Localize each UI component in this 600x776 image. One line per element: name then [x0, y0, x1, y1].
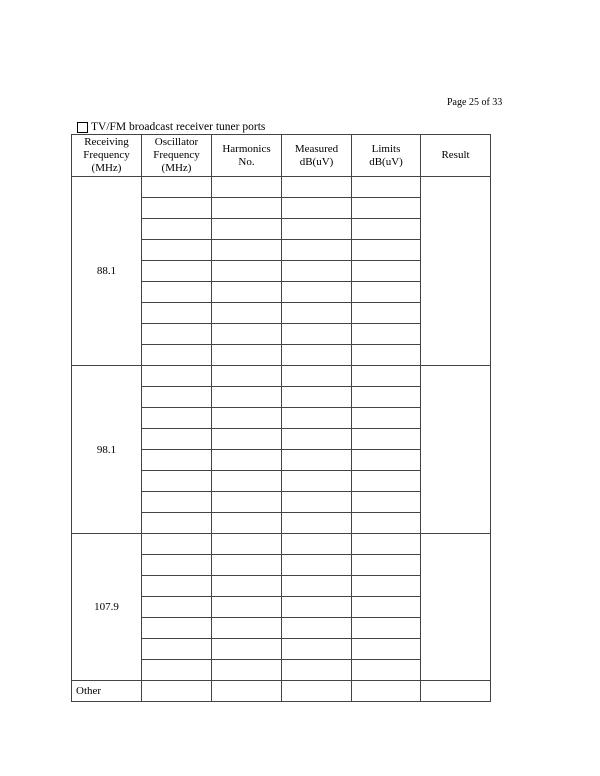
- harmonics-cell[interactable]: [212, 366, 282, 387]
- result-cell[interactable]: [421, 366, 491, 534]
- limits-cell[interactable]: [352, 261, 421, 282]
- limits-cell[interactable]: [352, 198, 421, 219]
- measured-cell[interactable]: [282, 366, 352, 387]
- limits-cell[interactable]: [352, 576, 421, 597]
- result-cell[interactable]: [421, 177, 491, 366]
- measured-cell[interactable]: [282, 660, 352, 681]
- limits-cell[interactable]: [352, 387, 421, 408]
- limits-cell[interactable]: [352, 597, 421, 618]
- table-row: [72, 177, 491, 198]
- limits-cell[interactable]: [352, 492, 421, 513]
- harmonics-cell[interactable]: [212, 471, 282, 492]
- oscillator-frequency-cell[interactable]: [142, 366, 212, 387]
- measured-cell[interactable]: [282, 387, 352, 408]
- page-number: Page 25 of 33: [447, 97, 503, 108]
- limits-cell[interactable]: [352, 681, 421, 702]
- receiving-frequency-cell: 107.9: [72, 534, 142, 681]
- oscillator-frequency-cell[interactable]: [142, 450, 212, 471]
- header-harmonics-no: Harmonics No.: [212, 135, 282, 177]
- harmonics-cell[interactable]: [212, 324, 282, 345]
- measured-cell[interactable]: [282, 576, 352, 597]
- harmonics-cell[interactable]: [212, 408, 282, 429]
- harmonics-cell[interactable]: [212, 429, 282, 450]
- limits-cell[interactable]: [352, 282, 421, 303]
- result-cell[interactable]: [421, 681, 491, 702]
- limits-cell[interactable]: [352, 555, 421, 576]
- limits-cell[interactable]: [352, 345, 421, 366]
- measured-cell[interactable]: [282, 450, 352, 471]
- measured-cell[interactable]: [282, 282, 352, 303]
- harmonics-cell[interactable]: [212, 534, 282, 555]
- measured-cell[interactable]: [282, 408, 352, 429]
- measured-cell[interactable]: [282, 240, 352, 261]
- limits-cell[interactable]: [352, 639, 421, 660]
- harmonics-cell[interactable]: [212, 681, 282, 702]
- oscillator-frequency-cell[interactable]: [142, 387, 212, 408]
- harmonics-cell[interactable]: [212, 261, 282, 282]
- table-row: [72, 366, 491, 387]
- oscillator-frequency-cell[interactable]: [142, 513, 212, 534]
- measured-cell[interactable]: [282, 681, 352, 702]
- measured-cell[interactable]: [282, 345, 352, 366]
- oscillator-frequency-cell[interactable]: [142, 618, 212, 639]
- limits-cell[interactable]: [352, 513, 421, 534]
- limits-cell[interactable]: [352, 303, 421, 324]
- receiving-frequency-cell: 88.1: [72, 177, 142, 366]
- oscillator-frequency-cell[interactable]: [142, 408, 212, 429]
- oscillator-frequency-cell[interactable]: [142, 492, 212, 513]
- limits-cell[interactable]: [352, 366, 421, 387]
- harmonics-cell[interactable]: [212, 282, 282, 303]
- oscillator-frequency-cell[interactable]: [142, 429, 212, 450]
- harmonics-cell[interactable]: [212, 345, 282, 366]
- harmonics-cell[interactable]: [212, 387, 282, 408]
- tuner-ports-checkbox[interactable]: [77, 122, 88, 133]
- oscillator-frequency-cell[interactable]: [142, 534, 212, 555]
- oscillator-frequency-cell[interactable]: [142, 240, 212, 261]
- table-row: [72, 534, 491, 555]
- harmonics-cell[interactable]: [212, 450, 282, 471]
- results-table: [71, 134, 491, 702]
- measured-cell[interactable]: [282, 555, 352, 576]
- oscillator-frequency-cell[interactable]: [142, 660, 212, 681]
- measured-cell[interactable]: [282, 534, 352, 555]
- harmonics-cell[interactable]: [212, 555, 282, 576]
- limits-cell[interactable]: [352, 219, 421, 240]
- measured-cell[interactable]: [282, 324, 352, 345]
- header-limits: Limits dB(uV): [352, 135, 421, 177]
- measured-cell[interactable]: [282, 597, 352, 618]
- harmonics-cell[interactable]: [212, 513, 282, 534]
- measured-cell[interactable]: [282, 471, 352, 492]
- oscillator-frequency-cell[interactable]: [142, 345, 212, 366]
- limits-cell[interactable]: [352, 534, 421, 555]
- measured-cell[interactable]: [282, 303, 352, 324]
- limits-cell[interactable]: [352, 429, 421, 450]
- receiving-frequency-cell: 98.1: [72, 366, 142, 534]
- result-cell[interactable]: [421, 534, 491, 681]
- limits-cell[interactable]: [352, 660, 421, 681]
- oscillator-frequency-cell[interactable]: [142, 177, 212, 198]
- harmonics-cell[interactable]: [212, 303, 282, 324]
- limits-cell[interactable]: [352, 450, 421, 471]
- limits-cell[interactable]: [352, 618, 421, 639]
- oscillator-frequency-cell[interactable]: [142, 555, 212, 576]
- oscillator-frequency-cell[interactable]: [142, 597, 212, 618]
- limits-cell[interactable]: [352, 240, 421, 261]
- harmonics-cell[interactable]: [212, 597, 282, 618]
- tuner-ports-label: TV/FM broadcast receiver tuner ports: [91, 121, 266, 133]
- harmonics-cell[interactable]: [212, 660, 282, 681]
- harmonics-cell[interactable]: [212, 240, 282, 261]
- measured-cell[interactable]: [282, 177, 352, 198]
- harmonics-cell[interactable]: [212, 576, 282, 597]
- measured-cell[interactable]: [282, 429, 352, 450]
- oscillator-frequency-cell[interactable]: [142, 261, 212, 282]
- oscillator-frequency-cell[interactable]: [142, 639, 212, 660]
- measured-cell[interactable]: [282, 492, 352, 513]
- header-result: Result: [421, 135, 491, 177]
- table-body: [72, 177, 491, 702]
- harmonics-cell[interactable]: [212, 492, 282, 513]
- measured-cell[interactable]: [282, 513, 352, 534]
- oscillator-frequency-cell[interactable]: [142, 471, 212, 492]
- oscillator-frequency-cell[interactable]: [142, 681, 212, 702]
- limits-cell[interactable]: [352, 408, 421, 429]
- oscillator-frequency-cell[interactable]: [142, 303, 212, 324]
- harmonics-cell[interactable]: [212, 639, 282, 660]
- measured-cell[interactable]: [282, 261, 352, 282]
- measured-cell[interactable]: [282, 639, 352, 660]
- oscillator-frequency-cell[interactable]: [142, 198, 212, 219]
- harmonics-cell[interactable]: [212, 177, 282, 198]
- limits-cell[interactable]: [352, 177, 421, 198]
- oscillator-frequency-cell[interactable]: [142, 282, 212, 303]
- harmonics-cell[interactable]: [212, 219, 282, 240]
- header-oscillator-frequency: Oscillator Frequency (MHz): [142, 135, 212, 177]
- header-row: [72, 135, 491, 177]
- tuner-ports-checkbox-row[interactable]: [77, 121, 265, 133]
- measured-cell[interactable]: [282, 219, 352, 240]
- other-label-cell: Other: [72, 681, 142, 702]
- measured-cell[interactable]: [282, 618, 352, 639]
- header-measured: Measured dB(uV): [282, 135, 352, 177]
- oscillator-frequency-cell[interactable]: [142, 219, 212, 240]
- oscillator-frequency-cell[interactable]: [142, 324, 212, 345]
- other-row: [72, 681, 491, 702]
- harmonics-cell[interactable]: [212, 618, 282, 639]
- harmonics-cell[interactable]: [212, 198, 282, 219]
- header-receiving-frequency: Receiving Frequency (MHz): [72, 135, 142, 177]
- measured-cell[interactable]: [282, 198, 352, 219]
- limits-cell[interactable]: [352, 471, 421, 492]
- oscillator-frequency-cell[interactable]: [142, 576, 212, 597]
- limits-cell[interactable]: [352, 324, 421, 345]
